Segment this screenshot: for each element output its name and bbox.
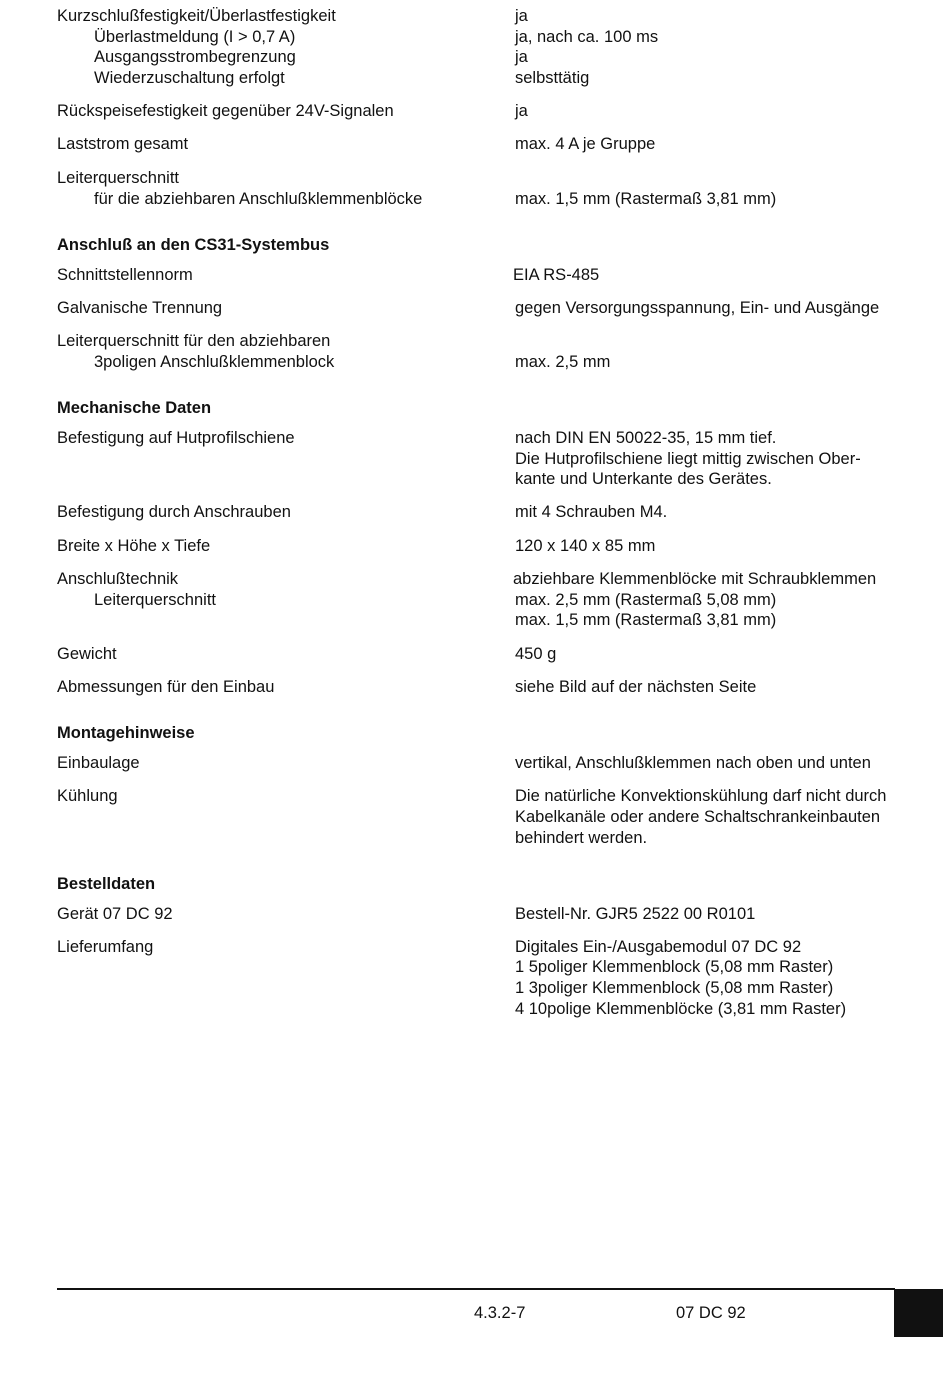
value-einbaulage: vertikal, Anschlußklemmen nach oben und unten: [515, 754, 871, 772]
label-galvanisch: Galvanische Trennung: [57, 299, 223, 317]
heading-bestelldaten: Bestelldaten: [57, 875, 156, 893]
heading-mechanische-daten: Mechanische Daten: [57, 399, 212, 417]
value-kuehlung-1: Die natürliche Konvektionskühlung darf nicht durch: [515, 787, 887, 805]
value-ueberlastmeldung: ja, nach ca. 100 ms: [515, 28, 659, 46]
value-wiederzuschaltung: selbsttätig: [515, 69, 590, 87]
label-leiterquerschnitt-1b: für die abziehbaren Anschlußklemmenblöcke: [94, 190, 423, 208]
label-ueberlastmeldung: Überlastmeldung (I > 0,7 A): [94, 28, 296, 46]
heading-systembus: Anschluß an den CS31-Systembus: [57, 236, 330, 254]
value-lieferumfang-2: 1 5poliger Klemmenblock (5,08 mm Raster): [515, 958, 834, 976]
label-leiterquerschnitt-2b: 3poligen Anschlußklemmenblock: [94, 353, 335, 371]
value-hutprofil-1: nach DIN EN 50022-35, 15 mm tief.: [515, 429, 777, 447]
value-kurzschluss: ja: [515, 7, 528, 25]
value-galvanisch: gegen Versorgungsspannung, Ein- und Ausgänge: [515, 299, 880, 317]
value-schnittstelle: EIA RS-485: [513, 266, 600, 284]
label-hutprofil: Befestigung auf Hutprofilschiene: [57, 429, 295, 447]
label-einbau: Abmessungen für den Einbau: [57, 678, 275, 696]
value-leiterquerschnitt-2: max. 2,5 mm: [515, 353, 611, 371]
label-schrauben: Befestigung durch Anschrauben: [57, 503, 291, 521]
value-anschlusstechnik-1: abziehbare Klemmenblöcke mit Schraubklemmen: [513, 570, 877, 588]
label-kurzschluss: Kurzschlußfestigkeit/Überlastfestigkeit: [57, 7, 336, 25]
value-masse: 120 x 140 x 85 mm: [515, 537, 656, 555]
value-gewicht: 450 g: [515, 645, 557, 663]
value-rueckspeise: ja: [515, 102, 528, 120]
label-laststrom: Laststrom gesamt: [57, 135, 189, 153]
footer-rule: [57, 1288, 895, 1290]
value-anschlusstechnik-2: max. 2,5 mm (Rastermaß 5,08 mm): [515, 591, 777, 609]
footer-page-number: 4.3.2-7: [474, 1304, 526, 1322]
label-lieferumfang: Lieferumfang: [57, 938, 154, 956]
value-anschlusstechnik-3: max. 1,5 mm (Rastermaß 3,81 mm): [515, 611, 777, 629]
label-anschlusstechnik: Anschlußtechnik: [57, 570, 179, 588]
value-hutprofil-3: kante und Unterkante des Gerätes.: [515, 470, 772, 488]
value-ausgangsstrom: ja: [515, 48, 528, 66]
value-hutprofil-2: Die Hutprofilschiene liegt mittig zwischen Ober-: [515, 450, 861, 468]
label-masse: Breite x Höhe x Tiefe: [57, 537, 211, 555]
value-geraet: Bestell-Nr. GJR5 2522 00 R0101: [515, 905, 756, 923]
label-einbaulage: Einbaulage: [57, 754, 140, 772]
value-leiterquerschnitt-1: max. 1,5 mm (Rastermaß 3,81 mm): [515, 190, 777, 208]
footer-device-name: 07 DC 92: [676, 1304, 746, 1322]
value-lieferumfang-1: Digitales Ein-/Ausgabemodul 07 DC 92: [515, 938, 802, 956]
label-schnittstelle: Schnittstellennorm: [57, 266, 193, 284]
value-schrauben: mit 4 Schrauben M4.: [515, 503, 668, 521]
label-ausgangsstrom: Ausgangsstrombegrenzung: [94, 48, 296, 66]
value-kuehlung-3: behindert werden.: [515, 829, 648, 847]
label-rueckspeise: Rückspeisefestigkeit gegenüber 24V-Signalen: [57, 102, 394, 120]
value-einbau: siehe Bild auf der nächsten Seite: [515, 678, 757, 696]
heading-montagehinweise: Montagehinweise: [57, 724, 195, 742]
value-laststrom: max. 4 A je Gruppe: [515, 135, 656, 153]
value-lieferumfang-3: 1 3poliger Klemmenblock (5,08 mm Raster): [515, 979, 834, 997]
value-kuehlung-2: Kabelkanäle oder andere Schaltschrankeinbauten: [515, 808, 881, 826]
label-anschlusstechnik-leiter: Leiterquerschnitt: [94, 591, 216, 609]
value-lieferumfang-4: 4 10polige Klemmenblöcke (3,81 mm Raster): [515, 1000, 847, 1018]
label-kuehlung: Kühlung: [57, 787, 118, 805]
label-gewicht: Gewicht: [57, 645, 117, 663]
label-leiterquerschnitt-1: Leiterquerschnitt: [57, 169, 179, 187]
label-geraet: Gerät 07 DC 92: [57, 905, 173, 923]
label-leiterquerschnitt-2: Leiterquerschnitt für den abziehbaren: [57, 332, 331, 350]
label-wiederzuschaltung: Wiederzuschaltung erfolgt: [94, 69, 285, 87]
footer-marker-block: [894, 1289, 943, 1337]
